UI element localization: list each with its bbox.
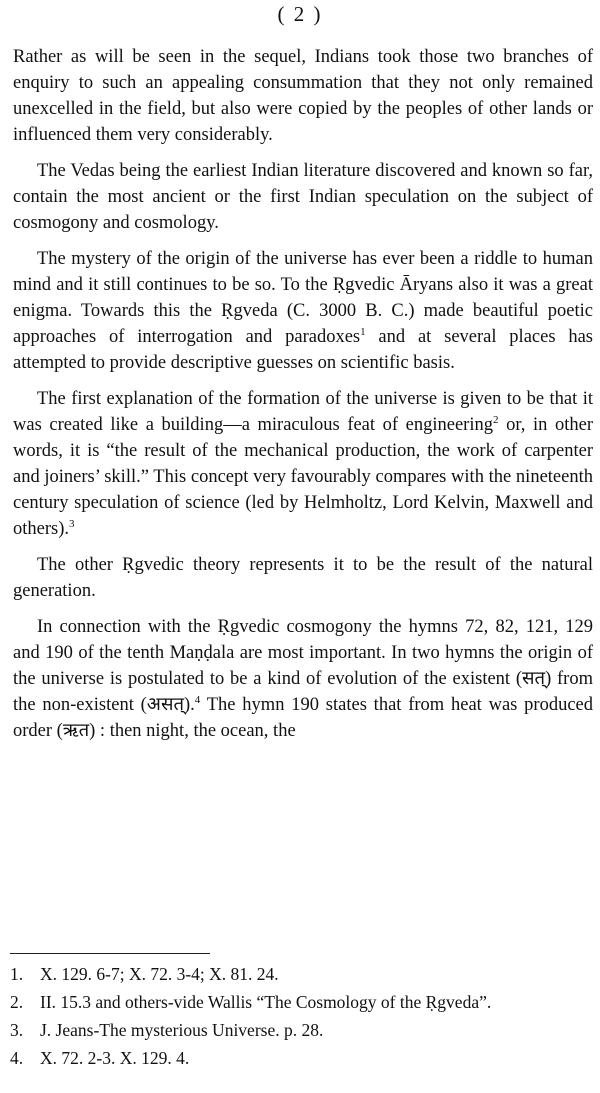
- paragraph-text: The hymn 190 states that from heat was produced order (ऋत) : then night, the ocean, the: [13, 695, 593, 741]
- paragraph-text: The first explanation of the formation of the universe is given to be that it was created like a building—a miraculous feat of engineering: [13, 389, 593, 435]
- paragraph-text: and at several places has attempted to provide descriptive guesses on scientific basis.: [13, 327, 593, 373]
- paragraph-text: The mystery of the origin of the universe has ever been a riddle to human mind and it still continues to be so. To the Ṛgvedic Āryans also it was a great enigma. Towards this the Ṛgveda (C. 3000 B. C.) made beautiful poetic approaches of interrogation and paradoxes: [13, 249, 593, 347]
- footnote-number: 4.: [10, 1048, 24, 1068]
- footnotes: [10, 962, 595, 1074]
- footnote-1: [10, 962, 595, 986]
- footnote-2: [10, 990, 595, 1014]
- footnote-ref: 1: [360, 325, 366, 338]
- footnote-divider: [10, 953, 210, 954]
- paragraph-text: The Vedas being the earliest Indian literature discovered and known so far, contain the most ancient or the first Indian speculation on the subject of cosmogony and cosmology.: [13, 161, 593, 233]
- footnote-ref: 4: [194, 693, 201, 706]
- page-number: ( 2 ): [277, 2, 323, 26]
- paragraph-text: In connection with the Ṛgvedic cosmogony the hymns 72, 82, 121, 129 and 190 of the tenth Maṇḍala are most important. In two hymns the origin of the universe is postulated to be a kind of evolution of the existent (सत्) from the non-existent (असत्).: [13, 617, 593, 715]
- footnote-ref: 3: [69, 517, 75, 530]
- paragraph-3: [13, 246, 593, 376]
- footnote-text: X. 129. 6-7; X. 72. 3-4; X. 81. 24.: [40, 964, 279, 984]
- paragraph-text: or, in other words, it is “the result of the mechanical production, the work of carpenter and joiners’ skill.” This concept very favourably compares with the nineteenth century speculation of science (led by Helmholtz, Lord Kelvin, Maxwell and others).: [13, 415, 593, 539]
- body-text: [13, 44, 593, 754]
- paragraph-4: [13, 386, 593, 542]
- footnote-text: X. 72. 2-3. X. 129. 4.: [40, 1048, 190, 1068]
- footnote-text: II. 15.3 and others-vide Wallis “The Cosmology of the Ṛgveda”.: [40, 992, 492, 1012]
- footnote-number: 3.: [10, 1020, 24, 1040]
- paragraph-1: [13, 44, 593, 148]
- footnote-number: 1.: [10, 964, 24, 984]
- paragraph-5: [13, 552, 593, 604]
- paragraph-2: [13, 158, 593, 236]
- footnote-number: 2.: [10, 992, 24, 1012]
- footnote-3: [10, 1018, 595, 1042]
- footnote-ref: 2: [492, 413, 499, 426]
- paragraph-text: Rather as will be seen in the sequel, Indians took those two branches of enquiry to such an appealing consummation that they not only remained unexcelled in the field, but also were copied by the peoples of other lands or influenced them very considerably.: [13, 47, 593, 145]
- paragraph-6: [13, 614, 593, 744]
- footnote-text: J. Jeans-The mysterious Universe. p. 28.: [40, 1020, 324, 1040]
- footnote-4: [10, 1046, 595, 1070]
- paragraph-text: The other Ṛgvedic theory represents it to be the result of the natural generation.: [13, 555, 593, 601]
